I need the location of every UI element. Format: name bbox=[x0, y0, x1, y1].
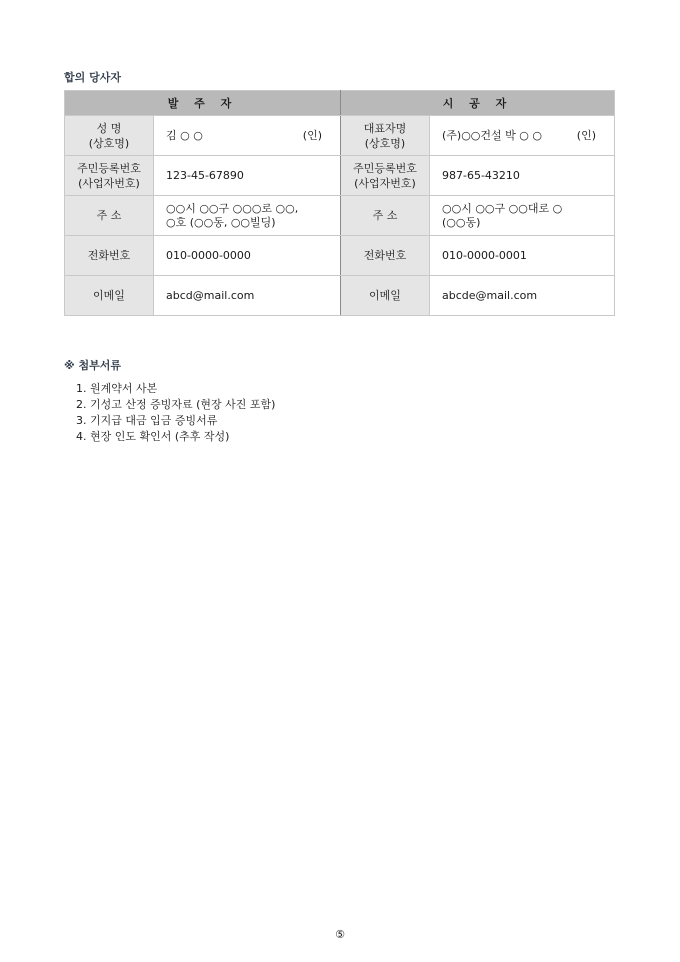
label-line: 대표자명 bbox=[363, 121, 407, 135]
parties-header-row bbox=[65, 91, 615, 116]
value-contractor-email: abcde@mail.com bbox=[430, 276, 615, 316]
row-address bbox=[65, 196, 615, 236]
label-contractor-id bbox=[341, 156, 430, 196]
address-line: ○○시 ○○구 ○○대로 ○ bbox=[442, 201, 563, 215]
list-item: 3. 기지급 대금 입금 증빙서류 bbox=[76, 414, 218, 427]
label-client-id bbox=[65, 156, 154, 196]
list-item: 4. 현장 인도 확인서 (추후 작성) bbox=[76, 430, 230, 443]
attachments-title: ※ 첨부서류 bbox=[64, 359, 122, 372]
value-contractor-id: 987-65-43210 bbox=[430, 156, 615, 196]
row-phone bbox=[65, 236, 615, 276]
label-contractor-name bbox=[341, 116, 430, 156]
label-client-phone: 전화번호 bbox=[65, 236, 154, 276]
row-email bbox=[65, 276, 615, 316]
label-contractor-address: 주 소 bbox=[341, 196, 430, 236]
value-contractor-name bbox=[430, 116, 615, 156]
label-line: 주민등록번호 bbox=[77, 161, 141, 175]
row-id-number bbox=[65, 156, 615, 196]
seal-mark: (인) bbox=[302, 128, 322, 142]
label-contractor-phone: 전화번호 bbox=[341, 236, 430, 276]
header-client: 발 주 자 bbox=[65, 91, 341, 116]
seal-mark: (인) bbox=[576, 128, 596, 142]
header-contractor: 시 공 자 bbox=[341, 91, 615, 116]
section-title: 합의 당사자 bbox=[64, 71, 121, 84]
list-item: 2. 기성고 산정 증빙자료 (현장 사진 포함) bbox=[76, 398, 276, 411]
label-line: (사업자번호) bbox=[78, 176, 140, 190]
label-line: 성 명 bbox=[96, 121, 122, 135]
address-line: (○○동) bbox=[442, 215, 481, 229]
label-line: 주민등록번호 bbox=[353, 161, 417, 175]
value-client-address bbox=[154, 196, 341, 236]
client-name-text: 김 ○ ○ bbox=[166, 128, 203, 142]
value-client-name bbox=[154, 116, 341, 156]
address-line: ○호 (○○동, ○○빌딩) bbox=[166, 215, 276, 229]
label-client-email: 이메일 bbox=[65, 276, 154, 316]
value-contractor-phone: 010-0000-0001 bbox=[430, 236, 615, 276]
row-name bbox=[65, 116, 615, 156]
contractor-name-text: (주)○○건설 박 ○ ○ bbox=[442, 128, 542, 142]
value-client-email: abcd@mail.com bbox=[154, 276, 341, 316]
page-number: ⑤ bbox=[335, 928, 345, 941]
address-line: ○○시 ○○구 ○○○로 ○○, bbox=[166, 201, 299, 215]
parties-table bbox=[64, 90, 615, 316]
label-line: (사업자번호) bbox=[354, 176, 416, 190]
value-client-id: 123-45-67890 bbox=[154, 156, 341, 196]
value-client-phone: 010-0000-0000 bbox=[154, 236, 341, 276]
label-line: (상호명) bbox=[364, 136, 406, 150]
label-client-name bbox=[65, 116, 154, 156]
label-line: (상호명) bbox=[88, 136, 130, 150]
value-contractor-address bbox=[430, 196, 615, 236]
list-item: 1. 원계약서 사본 bbox=[76, 382, 158, 395]
attachments-list bbox=[76, 381, 275, 445]
label-client-address: 주 소 bbox=[65, 196, 154, 236]
label-contractor-email: 이메일 bbox=[341, 276, 430, 316]
